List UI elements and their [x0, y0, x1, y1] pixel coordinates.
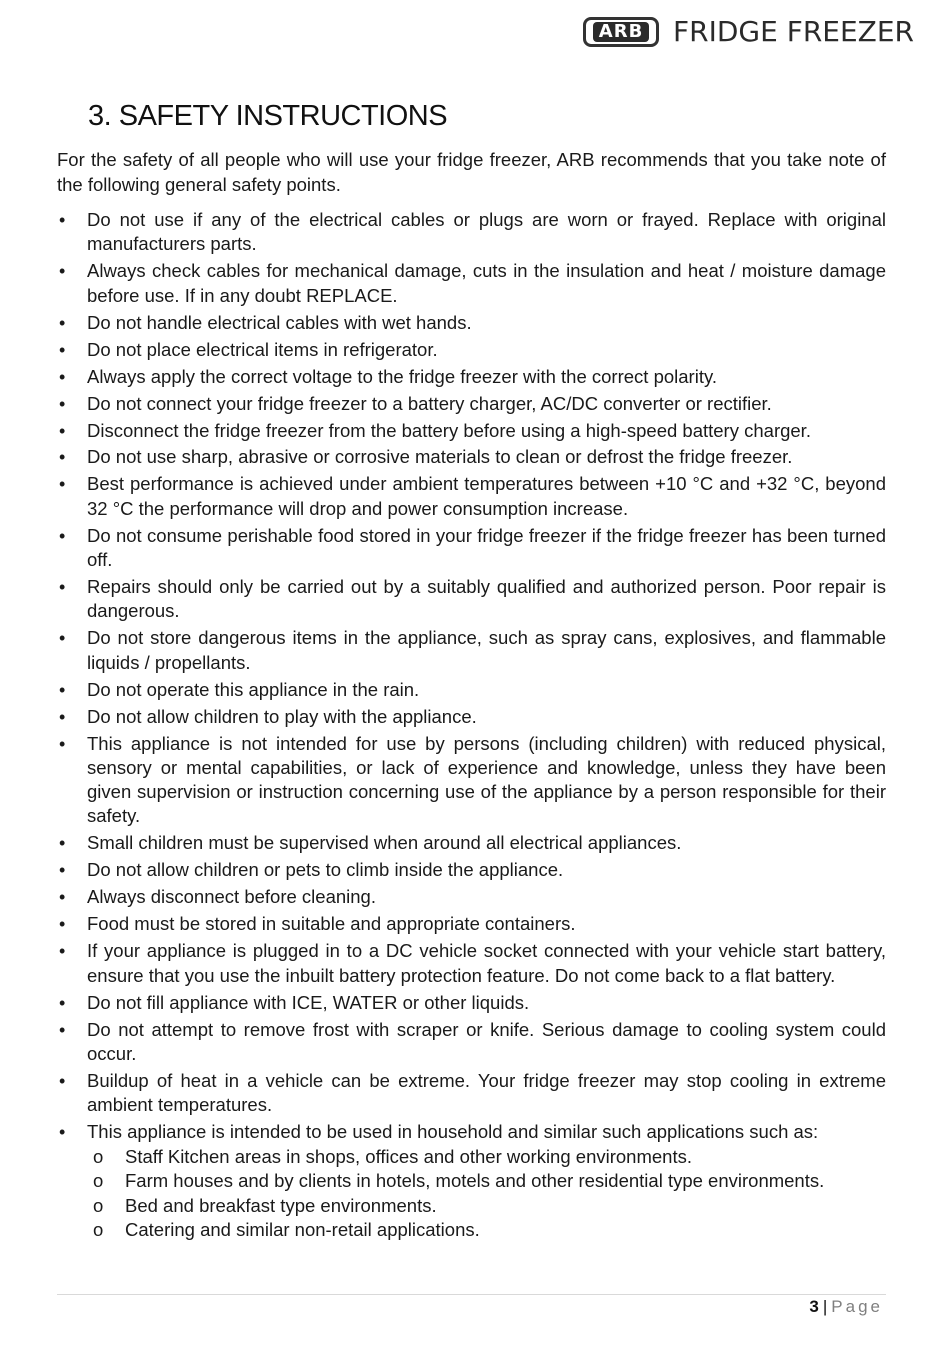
safety-list-item	[57, 208, 886, 257]
product-name: FRIDGE FREEZER	[673, 15, 914, 48]
safety-list-item	[57, 472, 886, 521]
page-header	[583, 15, 914, 48]
safety-list-item-text: Disconnect the fridge freezer from the battery before using a high-speed battery charger.	[87, 419, 811, 441]
arb-logo-text: ARB	[593, 22, 650, 42]
intro-paragraph: For the safety of all people who will use your fridge freezer, ARB recommends that you take note of the following general safety points.	[57, 149, 886, 195]
application-sublist-item-text: Catering and similar non-retail applications.	[125, 1219, 480, 1240]
safety-list-item-text: Always apply the correct voltage to the fridge freezer with the correct polarity.	[87, 365, 717, 387]
safety-list-item	[57, 732, 886, 829]
safety-list-item	[57, 575, 886, 624]
safety-list-item	[57, 1018, 886, 1067]
page-label: Page	[831, 1297, 883, 1316]
safety-list-item	[57, 939, 886, 988]
safety-list-item-text: Do not handle electrical cables with wet hands.	[87, 311, 472, 333]
safety-list-item	[57, 445, 886, 469]
safety-list-item-text: Do not consume perishable food stored in your fridge freezer if the fridge freezer has been turned off.	[87, 524, 886, 571]
safety-list-item-text: Do not use sharp, abrasive or corrosive materials to clean or defrost the fridge freezer.	[87, 446, 793, 468]
safety-list-item-text: If your appliance is plugged in to a DC vehicle socket connected with your vehicle start battery, ensure that you use the inbuilt battery protection feature. Do not come back to a flat battery.	[87, 940, 886, 986]
safety-list-item-text: This appliance is intended to be used in household and similar such applications such as:	[87, 1121, 819, 1143]
page-footer	[809, 1297, 883, 1317]
safety-list-item	[57, 991, 886, 1015]
safety-list-item-text: Food must be stored in suitable and appropriate containers.	[87, 913, 576, 935]
application-sublist-item-text: Farm houses and by clients in hotels, motels and other residential type environments.	[125, 1170, 825, 1191]
footer-separator: |	[822, 1297, 828, 1316]
safety-content	[57, 148, 886, 1245]
safety-list-item-text: Best performance is achieved under ambient temperatures between +10 °C and +32 °C, beyond 32 °C the performance will drop and power consumption increase.	[87, 473, 886, 519]
section-title: 3. SAFETY INSTRUCTIONS	[88, 100, 448, 132]
safety-list-item	[57, 912, 886, 936]
application-sublist-item	[87, 1218, 886, 1243]
safety-list-item-text: Repairs should only be carried out by a suitably qualified and authorized person. Poor repair is dangerous.	[87, 576, 886, 622]
safety-list-item	[57, 392, 886, 416]
safety-list-item-text: Do not fill appliance with ICE, WATER or other liquids.	[87, 991, 530, 1013]
application-sublist	[87, 1145, 886, 1243]
safety-list	[57, 208, 886, 1243]
sublist-marker: o	[93, 1170, 104, 1191]
safety-list-item	[57, 419, 886, 443]
safety-list-item-text: Do not use if any of the electrical cables or plugs are worn or frayed. Replace with original manufacturers parts.	[87, 209, 886, 255]
safety-list-item	[57, 259, 886, 308]
safety-list-item-text: Do not store dangerous items in the appliance, such as spray cans, explosives, and flammable liquids / propellants.	[87, 627, 886, 673]
footer-divider	[57, 1294, 886, 1295]
safety-list-item	[57, 338, 886, 362]
safety-list-item	[57, 1069, 886, 1118]
safety-list-item-text: Do not place electrical items in refrigerator.	[87, 338, 438, 360]
safety-list-item-text: Small children must be supervised when around all electrical appliances.	[87, 832, 682, 854]
application-sublist-item	[87, 1169, 886, 1194]
safety-list-item-text: Do not connect your fridge freezer to a battery charger, AC/DC converter or rectifier.	[87, 392, 772, 414]
safety-list-item-text: Do not attempt to remove frost with scraper or knife. Serious damage to cooling system could occur.	[87, 1018, 886, 1064]
safety-list-item-text: Always disconnect before cleaning.	[87, 886, 376, 908]
safety-list-item-text: Do not allow children or pets to climb inside the appliance.	[87, 859, 564, 881]
safety-list-item-text: Do not allow children to play with the appliance.	[87, 705, 477, 727]
application-sublist-item-text: Bed and breakfast type environments.	[125, 1194, 437, 1216]
safety-list-item	[57, 524, 886, 573]
safety-list-item	[57, 365, 886, 389]
safety-list-item-text: Buildup of heat in a vehicle can be extreme. Your fridge freezer may stop cooling in extreme ambient temperatures.	[87, 1069, 886, 1116]
safety-list-item	[57, 1120, 886, 1242]
safety-list-item	[57, 678, 886, 702]
safety-list-item	[57, 311, 886, 335]
safety-list-item-text: This appliance is not intended for use by persons (including children) with reduced physical, sensory or mental capabilities, or lack of experience and knowledge, unless they have been given supervision or instruction concerning use of the appliance by a person responsible for their safety.	[87, 732, 886, 827]
safety-list-item	[57, 885, 886, 909]
safety-list-item	[57, 705, 886, 729]
safety-list-item	[57, 831, 886, 855]
sublist-marker: o	[93, 1194, 104, 1216]
safety-list-item-text: Do not operate this appliance in the rain.	[87, 678, 420, 700]
arb-logo	[583, 17, 659, 47]
safety-list-item	[57, 626, 886, 675]
safety-list-item-text: Always check cables for mechanical damage, cuts in the insulation and heat / moisture damage before use. If in any doubt REPLACE.	[87, 260, 886, 306]
application-sublist-item-text: Staff Kitchen areas in shops, offices and other working environments.	[125, 1145, 692, 1167]
application-sublist-item	[87, 1145, 886, 1170]
sublist-marker: o	[93, 1219, 104, 1240]
page-number: 3	[809, 1297, 819, 1316]
sublist-marker: o	[93, 1145, 104, 1167]
application-sublist-item	[87, 1194, 886, 1219]
safety-list-item	[57, 858, 886, 882]
